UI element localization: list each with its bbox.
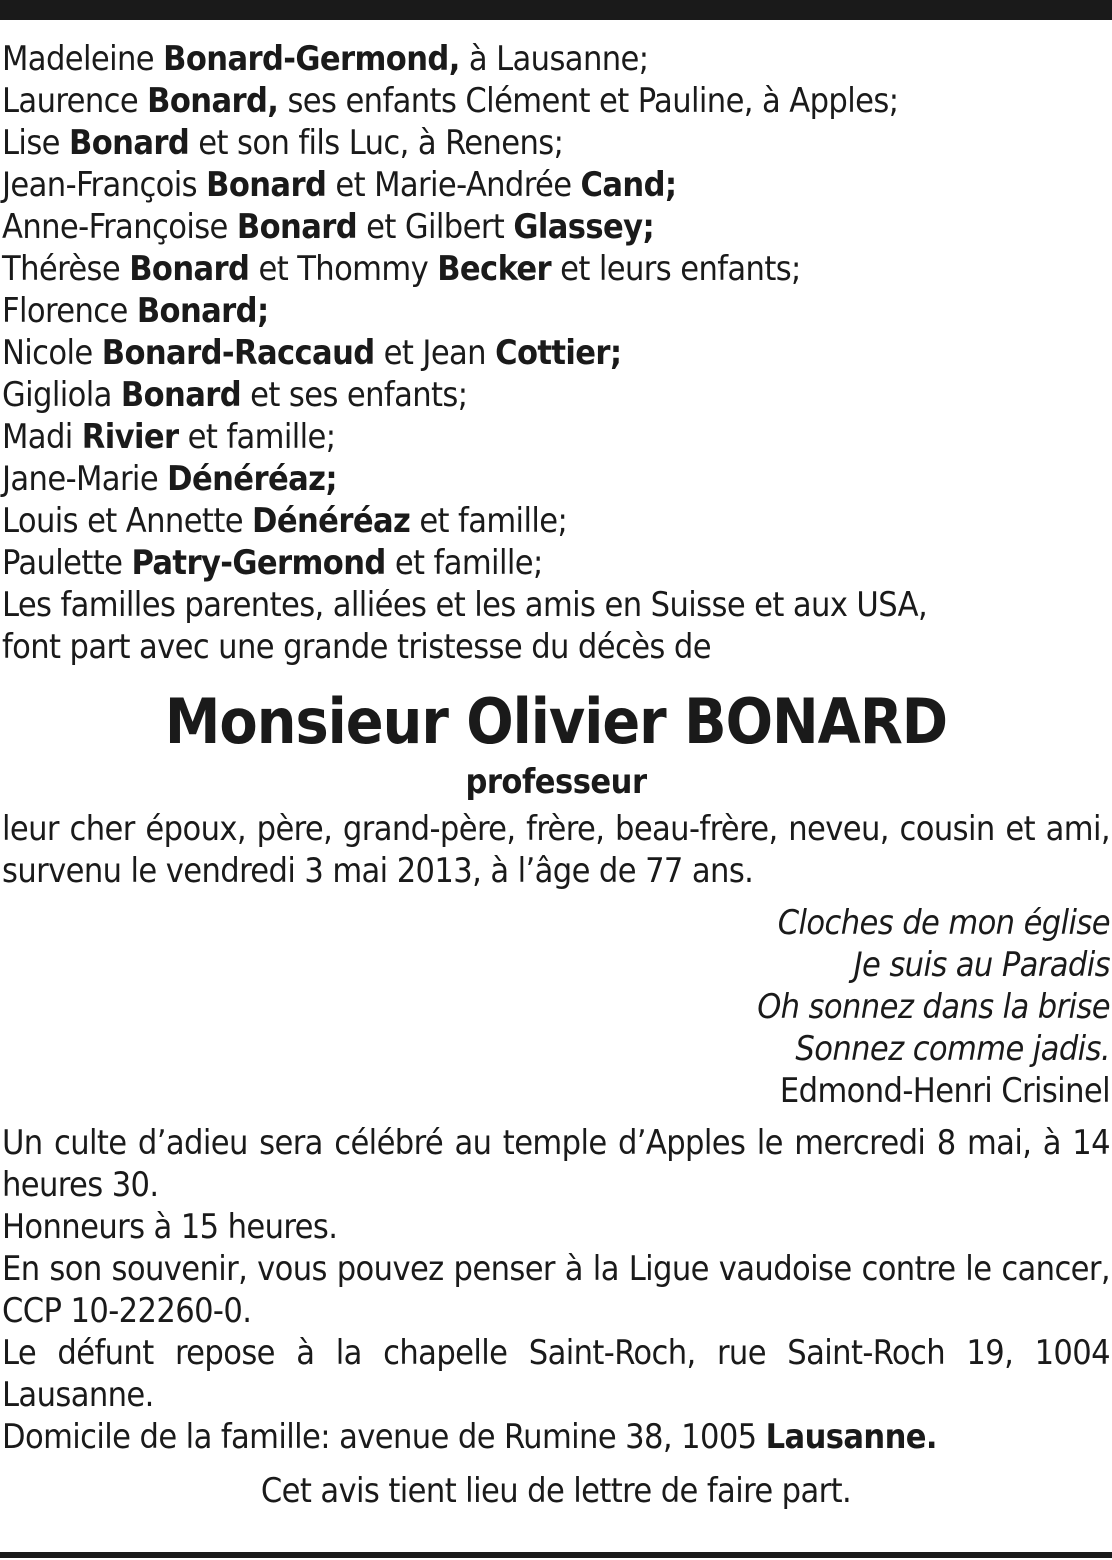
notice-content — [2, 38, 1110, 1512]
bottom-rule — [0, 1552, 1112, 1558]
ceremony-text: Un culte d’adieu sera célébré au temple d’Apples le mercredi 8 mai, à 14 heures 30. — [2, 1123, 1110, 1205]
surname: Cottier; — [495, 333, 622, 373]
family-member-line — [2, 332, 1110, 374]
domicile-city: Lausanne. — [765, 1417, 937, 1457]
surname: Bonard — [129, 249, 250, 289]
surname: Glassey; — [513, 207, 655, 247]
family-member-line — [2, 416, 1110, 458]
domicile-prefix: Domicile de la famille: avenue de Rumine 38, 1005 — [2, 1417, 766, 1457]
line-text: et Jean — [374, 333, 496, 373]
surname: Bonard — [120, 375, 242, 415]
family-member-line — [2, 500, 1110, 542]
line-text: et Gilbert — [357, 207, 514, 247]
family-member-line — [2, 290, 1110, 332]
surname: Bonard, — [147, 81, 279, 121]
honours-text: Honneurs à 15 heures. — [2, 1207, 338, 1247]
family-member-line — [2, 80, 1110, 122]
family-member-line — [2, 458, 1110, 500]
given-name: Jean-François — [2, 165, 207, 205]
poem-line: Je suis au Paradis — [853, 945, 1110, 985]
surname: Bonard; — [136, 291, 269, 331]
poem-line: Sonnez comme jadis. — [795, 1029, 1110, 1069]
surname: Bonard — [69, 123, 190, 163]
domicile-text — [2, 1416, 1110, 1458]
donation-text: En son souvenir, vous pouvez penser à la Ligue vaudoise contre le cancer, CCP 10-22260-0. — [2, 1249, 1110, 1331]
footer-note: Cet avis tient lieu de lettre de faire part. — [260, 1471, 852, 1511]
surname: Bonard — [206, 165, 327, 205]
line-text: ses enfants Clément et Pauline, à Apples; — [278, 81, 899, 121]
given-name: Gigliola — [2, 375, 121, 415]
ceremony-details — [2, 1122, 1110, 1458]
family-member-line — [2, 542, 1110, 584]
deceased-title: professeur — [465, 762, 647, 802]
poem — [2, 902, 1110, 1112]
surname: Bonard-Germond, — [163, 39, 460, 79]
poem-author: Edmond-Henri Crisinel — [779, 1071, 1110, 1111]
line-text: et famille; — [410, 501, 568, 541]
surname: Cand; — [580, 165, 677, 205]
given-name: Florence — [2, 291, 137, 331]
intro-line-1: Les familles parentes, alliées et les amis en Suisse et aux USA, — [2, 585, 928, 625]
given-name: Lise — [2, 123, 70, 163]
line-text: et Thommy — [249, 249, 438, 289]
given-name: Louis et Annette — [2, 501, 253, 541]
given-name: Nicole — [2, 333, 102, 373]
line-text: et ses enfants; — [241, 375, 468, 415]
family-member-line — [2, 38, 1110, 80]
line-text: et famille; — [385, 543, 543, 583]
family-member-line — [2, 374, 1110, 416]
family-member-line — [2, 248, 1110, 290]
description-text: leur cher époux, père, grand-père, frère, beau-frère, neveu, cousin et ami, survenu le vendredi 3 mai 2013, à l’âge de 77 ans. — [2, 809, 1110, 891]
given-name: Thérèse — [2, 249, 130, 289]
intro-text — [2, 584, 1110, 668]
intro-line-2: font part avec une grande tristesse du décès de — [2, 627, 711, 667]
family-member-line — [2, 122, 1110, 164]
poem-line: Oh sonnez dans la brise — [757, 987, 1110, 1027]
line-text: et leurs enfants; — [551, 249, 801, 289]
given-name: Paulette — [2, 543, 132, 583]
surname: Dénéréaz — [252, 501, 411, 541]
deceased-name: Monsieur Olivier BONARD — [164, 685, 948, 758]
family-member-line — [2, 206, 1110, 248]
line-text: et son fils Luc, à Renens; — [189, 123, 564, 163]
line-text: et famille; — [178, 417, 336, 457]
line-text: et Marie-Andrée — [326, 165, 581, 205]
rest-place-text: Le défunt repose à la chapelle Saint-Roch, rue Saint-Roch 19, 1004 Lausanne. — [2, 1333, 1110, 1415]
given-name: Laurence — [2, 81, 148, 121]
surname: Patry-Germond — [131, 543, 386, 583]
given-name: Jane-Marie — [2, 459, 168, 499]
family-member-line — [2, 164, 1110, 206]
surname: Becker — [437, 249, 552, 289]
surname: Bonard-Raccaud — [101, 333, 375, 373]
surname: Rivier — [81, 417, 179, 457]
poem-line: Cloches de mon église — [777, 903, 1110, 943]
family-list — [2, 38, 1110, 584]
given-name: Madeleine — [2, 39, 164, 79]
line-text: à Lausanne; — [459, 39, 649, 79]
top-rule — [0, 0, 1112, 20]
surname: Dénéréaz; — [167, 459, 337, 499]
given-name: Madi — [2, 417, 82, 457]
surname: Bonard — [236, 207, 358, 247]
given-name: Anne-Françoise — [2, 207, 237, 247]
